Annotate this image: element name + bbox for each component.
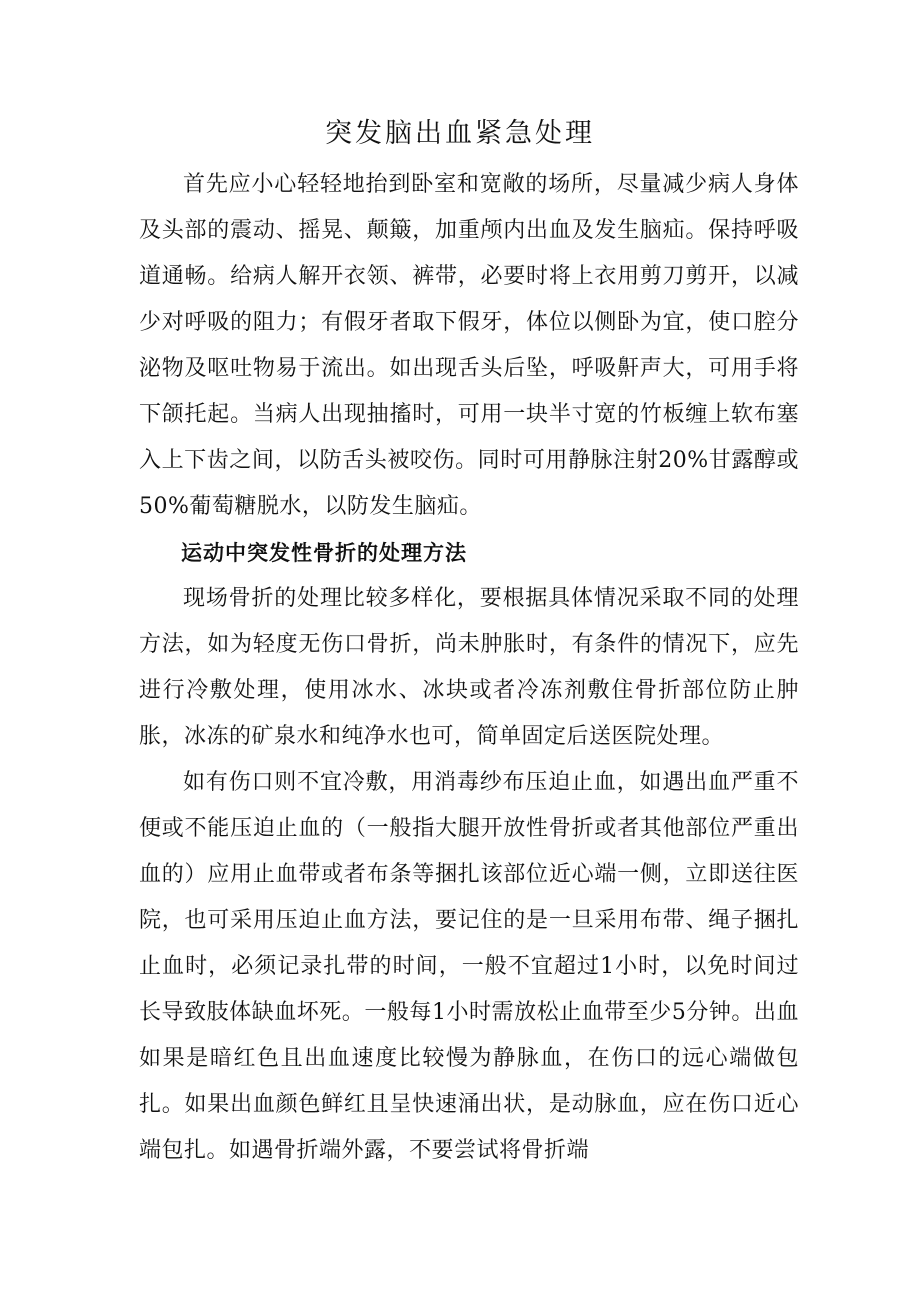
paragraph-fracture-1: 现场骨折的处理比较多样化，要根据具体情况采取不同的处理方法，如为轻度无伤口骨折，尚未肿胀时，有条件的情况下，应先进行冷敷处理，使用冰水、冰块或者冷冻剂敷住骨折部位防止肿胀，冰冻的矿泉水和纯净水也可，简单固定后送医院处理。 [139, 586, 799, 749]
document-body [139, 162, 799, 1174]
paragraph-cerebral-hemorrhage: 首先应小心轻轻地抬到卧室和宽敞的场所，尽量减少病人身体及头部的震动、摇晃、颠簸，加重颅内出血及发生脑疝。保持呼吸道通畅。给病人解开衣领、裤带，必要时将上衣用剪刀剪开，以减少对呼吸的阻力；有假牙者取下假牙，体位以侧卧为宜，使口腔分泌物及呕吐物易于流出。如出现舌头后坠，呼吸鼾声大，可用手将下颌托起。当病人出现抽搐时，可用一块半寸宽的竹板缠上软布塞入上下齿之间，以防舌头被咬伤。同时可用静脉注射20%甘露醇或50%葡萄糖脱水，以防发生脑疝。 [139, 172, 799, 519]
paragraph-fracture-2: 如有伤口则不宜冷敷，用消毒纱布压迫止血，如遇出血严重不便或不能压迫止血的（一般指大腿开放性骨折或者其他部位严重出血的）应用止血带或者布条等捆扎该部位近心端一侧，立即送往医院，也可采用压迫止血方法，要记住的是一旦采用布带、绳子捆扎止血时，必须记录扎带的时间，一般不宜超过1小时，以免时间过长导致肢体缺血坏死。一般每1小时需放松止血带至少5分钟。出血如果是暗红色且出血速度比较慢为静脉血，在伤口的远心端做包扎。如果出血颜色鲜红且呈快速涌出状，是动脉血，应在伤口近心端包扎。如遇骨折端外露，不要尝试将骨折端 [139, 770, 799, 1163]
document-title: 突发脑出血紧急处理 [325, 118, 595, 149]
section-heading: 运动中突发性骨折的处理方法 [181, 540, 467, 565]
